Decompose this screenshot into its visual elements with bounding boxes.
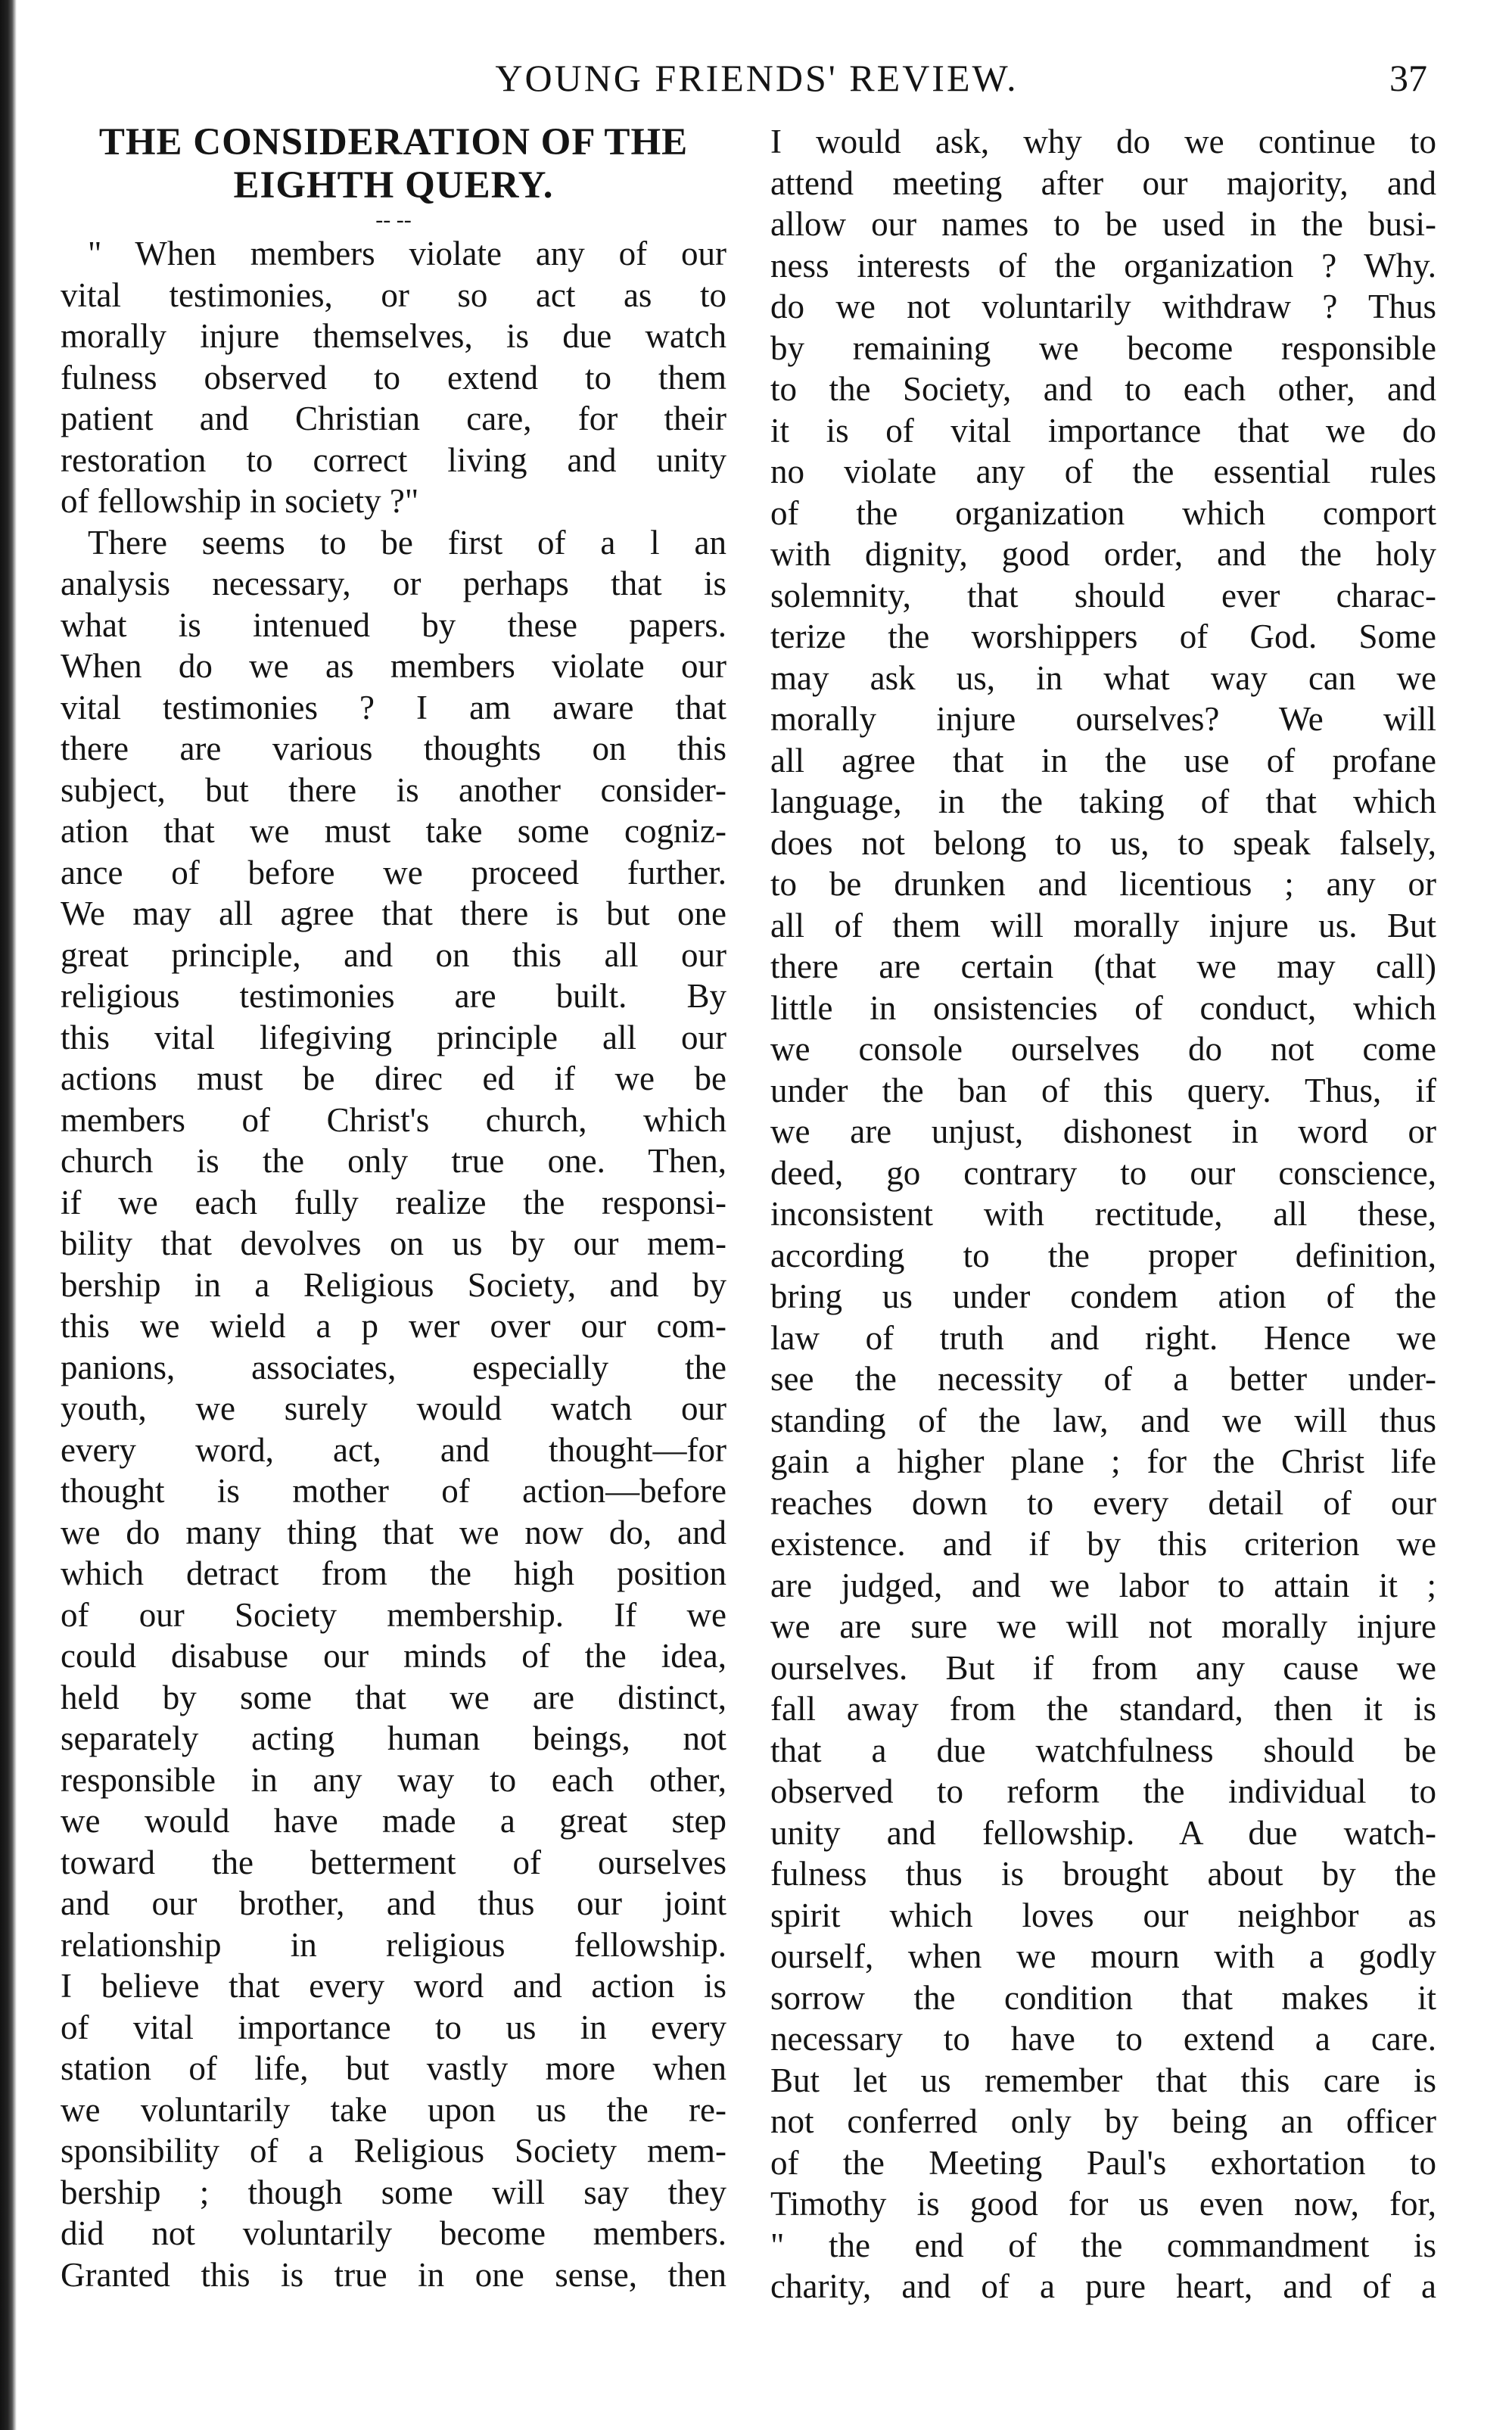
text-line: ourself, when we mourn with a godly xyxy=(770,1937,1436,1975)
text-line: of our Society membership. If we xyxy=(61,1595,726,1634)
text-line: it is of vital importance that we do xyxy=(770,411,1436,450)
text-line: separately acting human beings, not xyxy=(61,1719,726,1757)
text-line: responsible in any way to each other, xyxy=(61,1760,726,1799)
text-line: religious testimonies are built. By xyxy=(61,977,726,1015)
text-line: there are various thoughts on this xyxy=(61,730,726,767)
text-line: But let us remember that this care is xyxy=(770,2061,1436,2099)
text-line: There seems to be first of a l an xyxy=(88,523,726,562)
text-line: bership ; though some will say they xyxy=(61,2173,726,2211)
text-line: I would ask, why do we continue to xyxy=(770,123,1436,160)
text-line: by remaining we become responsible xyxy=(770,328,1436,367)
text-line: are judged, and we labor to attain it ; xyxy=(770,1566,1436,1604)
text-line: we voluntarily take upon us the re- xyxy=(61,2090,726,2129)
right-column-text xyxy=(770,121,1436,2307)
text-line: see the necessity of a better under- xyxy=(770,1360,1436,1398)
text-line: bership in a Religious Society, and by xyxy=(61,1265,726,1304)
text-line: unity and fellowship. A due watch- xyxy=(770,1813,1436,1852)
title-separator: -- -- xyxy=(375,207,412,232)
right-column xyxy=(770,121,1436,2307)
text-line: we are unjust, dishonest in word or xyxy=(770,1112,1436,1150)
text-line: subject, but there is another consider- xyxy=(61,770,726,809)
text-line: every word, act, and thought—for xyxy=(61,1430,726,1469)
left-column xyxy=(61,121,726,2295)
text-line: held by some that we are distinct, xyxy=(61,1678,726,1716)
text-line: actions must be direc ed if we be xyxy=(61,1059,726,1097)
text-line: this we wield a p wer over our com- xyxy=(61,1307,726,1345)
text-line: allow our names to be used in the busi- xyxy=(770,205,1436,243)
text-line: to the Society, and to each other, and xyxy=(770,370,1436,408)
text-line: of vital importance to us in every xyxy=(61,2008,726,2046)
text-line: thought is mother of action—before xyxy=(61,1472,726,1510)
text-line: according to the proper definition, xyxy=(770,1236,1436,1274)
text-line: we would have made a great step xyxy=(61,1802,726,1840)
text-line: this vital lifegiving principle all our xyxy=(61,1018,726,1056)
left-column-text xyxy=(61,233,726,2295)
text-line: ourselves. But if from any cause we xyxy=(770,1648,1436,1687)
text-line: restoration to correct living and unity xyxy=(61,440,726,479)
text-line: fall away from the standard, then it is xyxy=(770,1690,1436,1728)
journal-title: YOUNG FRIENDS' REVIEW. xyxy=(495,57,1019,99)
text-line: members of Christ's church, which xyxy=(61,1100,726,1139)
text-line: of fellowship in society ?" xyxy=(61,482,419,520)
text-line: ation that we must take some cogniz- xyxy=(61,812,726,850)
text-line: could disabuse our minds of the idea, xyxy=(61,1637,726,1675)
text-line: morally injure ourselves? We will xyxy=(770,700,1436,738)
text-line: no violate any of the essential rules xyxy=(770,453,1436,490)
text-line: Timothy is good for us even now, for, xyxy=(770,2185,1436,2223)
text-line: standing of the law, and we will thus xyxy=(770,1401,1436,1439)
text-line: I believe that every word and action is xyxy=(61,1967,726,2005)
text-line: gain a higher plane ; for the Christ life xyxy=(770,1442,1436,1480)
text-line: panions, associates, especially the xyxy=(61,1348,726,1386)
text-line: terize the worshippers of God. Some xyxy=(770,618,1436,655)
text-line: vital testimonies, or so act as to xyxy=(61,275,726,314)
text-line: analysis necessary, or perhaps that is xyxy=(61,565,726,602)
text-line: We may all agree that there is but one xyxy=(61,895,726,932)
text-line: we console ourselves do not come xyxy=(770,1030,1436,1068)
text-line: sponsibility of a Religious Society mem- xyxy=(61,2132,726,2170)
text-line: " the end of the commandment is xyxy=(770,2226,1436,2264)
text-line: which detract from the high position xyxy=(61,1554,726,1592)
text-line: under the ban of this query. Thus, if xyxy=(770,1071,1436,1109)
text-line: fulness thus is brought about by the xyxy=(770,1855,1436,1893)
text-line: deed, go contrary to our conscience, xyxy=(770,1153,1436,1192)
text-line: When do we as members violate our xyxy=(61,647,726,685)
text-line: relationship in religious fellowship. xyxy=(61,1925,726,1964)
text-line: ance of before we proceed further. xyxy=(61,853,726,891)
running-head xyxy=(0,51,1512,112)
text-line: we are sure we will not morally injure xyxy=(770,1607,1436,1645)
text-line: with dignity, good order, and the holy xyxy=(770,535,1436,573)
page-number: 37 xyxy=(1389,57,1427,99)
text-line: solemnity, that should ever charac- xyxy=(770,576,1436,615)
text-line: toward the betterment of ourselves xyxy=(61,1843,726,1881)
article-title xyxy=(61,121,726,207)
text-line: all agree that in the use of profane xyxy=(770,741,1436,779)
text-line: fulness observed to extend to them xyxy=(61,358,726,397)
text-line: great principle, and on this all our xyxy=(61,935,726,974)
text-line: did not voluntarily become members. xyxy=(61,2214,726,2252)
text-line: if we each fully realize the responsi- xyxy=(61,1183,726,1221)
text-line: of the Meeting Paul's exhortation to xyxy=(770,2143,1436,2182)
text-line: attend meeting after our majority, and xyxy=(770,163,1436,202)
text-line: that a due watchfulness should be xyxy=(770,1731,1436,1769)
text-line: not conferred only by being an officer xyxy=(770,2102,1436,2140)
text-line: all of them will morally injure us. But xyxy=(770,906,1436,944)
text-line: inconsistent with rectitude, all these, xyxy=(770,1195,1436,1233)
text-line: station of life, but vastly more when xyxy=(61,2049,726,2087)
text-line: does not belong to us, to speak falsely, xyxy=(770,823,1436,862)
text-line: there are certain (that we may call) xyxy=(770,947,1436,985)
text-line: do we not voluntarily withdraw ? Thus xyxy=(770,288,1436,325)
text-line: morally injure themselves, is due watch xyxy=(61,317,726,355)
text-line: little in onsistencies of conduct, which xyxy=(770,988,1436,1027)
text-line: we do many thing that we now do, and xyxy=(61,1513,726,1551)
text-line: necessary to have to extend a care. xyxy=(770,2020,1436,2058)
text-line: Granted this is true in one sense, then xyxy=(61,2255,726,2294)
text-line: may ask us, in what way can we xyxy=(770,658,1436,697)
text-line: to be drunken and licentious ; any or xyxy=(770,865,1436,903)
text-line: observed to reform the individual to xyxy=(770,1772,1436,1810)
text-line: bring us under condem ation of the xyxy=(770,1277,1436,1315)
text-line: of the organization which comport xyxy=(770,493,1436,532)
text-line: law of truth and right. Hence we xyxy=(770,1318,1436,1357)
page-binding-edge xyxy=(0,0,17,2430)
text-line: " When members violate any of our xyxy=(88,235,726,272)
text-line: charity, and of a pure heart, and of a xyxy=(770,2267,1436,2305)
text-line: what is intenued by these papers. xyxy=(61,605,726,644)
text-line: youth, we surely would watch our xyxy=(61,1389,726,1427)
article-title-line-2: EIGHTH QUERY. xyxy=(233,164,554,207)
text-line: existence. and if by this criterion we xyxy=(770,1525,1436,1563)
text-line: reaches down to every detail of our xyxy=(770,1483,1436,1522)
text-line: ness interests of the organization ? Why. xyxy=(770,246,1436,285)
text-line: sorrow the condition that makes it xyxy=(770,1978,1436,2017)
text-line: spirit which loves our neighbor as xyxy=(770,1896,1436,1934)
text-line: patient and Christian care, for their xyxy=(61,400,726,437)
text-line: and our brother, and thus our joint xyxy=(61,1884,726,1922)
text-line: church is the only true one. Then, xyxy=(61,1142,726,1180)
text-line: vital testimonies ? I am aware that xyxy=(61,688,726,727)
article-title-line-1: THE CONSIDERATION OF THE xyxy=(98,121,689,163)
text-line: language, in the taking of that which xyxy=(770,783,1436,820)
text-line: bility that devolves on us by our mem- xyxy=(61,1224,726,1262)
